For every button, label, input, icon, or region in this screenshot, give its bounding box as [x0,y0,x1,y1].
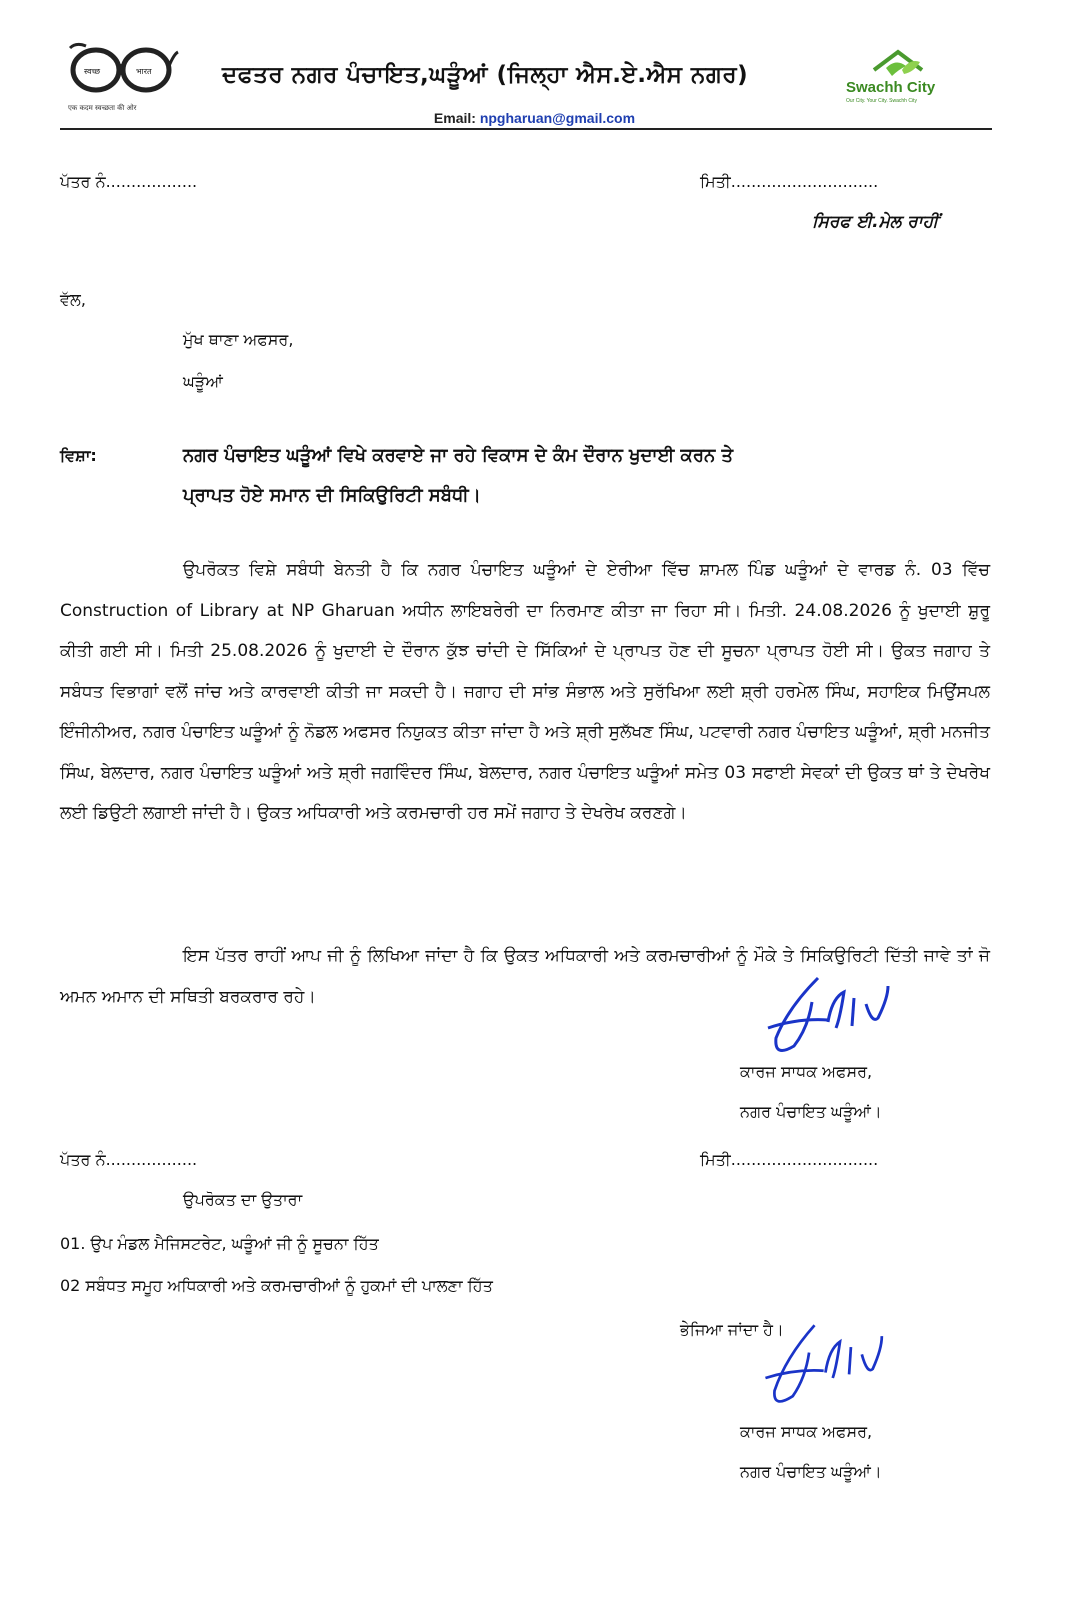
body-paragraph-1: ਉਪਰੋਕਤ ਵਿਸ਼ੇ ਸਬੰਧੀ ਬੇਨਤੀ ਹੈ ਕਿ ਨਗਰ ਪੰਚਾਇਤ ਘੜੂੰਆਂ ਦੇ ਏਰੀਆ ਵਿੱਚ ਸ਼ਾਮਲ ਪਿੰਡ ਘੜੂੰਆਂ ਦੇ ਵਾਰਡ ਨੰ. 03 ਵਿੱਚ Construction of Library at NP Gharuan ਅਧੀਨ ਲਾਇਬਰੇਰੀ ਦਾ ਨਿਰਮਾਣ ਕੀਤਾ ਜਾ ਰਿਹਾ ਸੀ। ਮਿਤੀ. 24.08.2026 ਨੂੰ ਖੁਦਾਈ ਸ਼ੁਰੂ ਕੀਤੀ ਗਈ ਸੀ। ਮਿਤੀ 25.08.2026 ਨੂੰ ਖੁਦਾਈ ਦੇ ਦੌਰਾਨ ਕੁੱਝ ਚਾਂਦੀ ਦੇ ਸਿੱਕਿਆਂ ਦੇ ਪ੍ਰਾਪਤ ਹੋਣ ਦੀ ਸੂਚਨਾ ਪ੍ਰਾਪਤ ਹੋਈ ਸੀ। ਉਕਤ ਜਗਾਹ ਤੇ ਸਬੰਧਤ ਵਿਭਾਗਾਂ ਵਲੋਂ ਜਾਂਚ ਅਤੇ ਕਾਰਵਾਈ ਕੀਤੀ ਜਾ ਸਕਦੀ ਹੈ। ਜਗਾਹ ਦੀ ਸਾਂਭ ਸੰਭਾਲ ਅਤੇ ਸੁਰੱਖਿਆ ਲਈ ਸ਼੍ਰੀ ਹਰਮੇਲ ਸਿੰਘ, ਸਹਾਇਕ ਮਿਉਂਸਪਲ ਇੰਜੀਨੀਅਰ, ਨਗਰ ਪੰਚਾਇਤ ਘੜੂੰਆਂ ਨੂੰ ਨੋਡਲ ਅਫਸਰ ਨਿਯੁਕਤ ਕੀਤਾ ਜਾਂਦਾ ਹੈ ਅਤੇ ਸ਼੍ਰੀ ਸੁਲੱਖਣ ਸਿੰਘ, ਪਟਵਾਰੀ ਨਗਰ ਪੰਚਾਇਤ ਘੜੂੰਆਂ, ਸ਼੍ਰੀ ਮਨਜੀਤ ਸਿੰਘ, ਬੇਲਦਾਰ, ਨਗਰ ਪੰਚਾਇਤ ਘੜੂੰਆਂ ਅਤੇ ਸ਼੍ਰੀ ਜਗਵਿੰਦਰ ਸਿੰਘ, ਬੇਲਦਾਰ, ਨਗਰ ਪੰਚਾਇਤ ਘੜੂੰਆਂ ਸਮੇਤ 03 ਸਫਾਈ ਸੇਵਕਾਂ ਦੀ ਉਕਤ ਥਾਂ ਤੇ ਦੇਖਰੇਖ ਲਈ ਡਿਉਟੀ ਲਗਾਈ ਜਾਂਦੀ ਹੈ। ਉਕਤ ਅਧਿਕਾਰੀ ਅਤੇ ਕਰਮਚਾਰੀ ਹਰ ਸਮੇਂ ਜਗਾਹ ਤੇ ਦੇਖਰੇਖ ਕਰਣਗੇ। [60,560,990,823]
copy-closing: ਭੇਜਿਆ ਜਾਂਦਾ ਹੈ। [680,1320,784,1339]
signature-2 [740,1318,940,1418]
letter-date: ਮਿਤੀ............................. [700,172,879,191]
body-paragraph-2: ਇਸ ਪੱਤਰ ਰਾਹੀਂ ਆਪ ਜੀ ਨੂੰ ਲਿਖਿਆ ਜਾਂਦਾ ਹੈ ਕਿ ਉਕਤ ਅਧਿਕਾਰੀ ਅਤੇ ਕਰਮਚਾਰੀਆਂ ਨੂੰ ਮੌਕੇ ਤੇ ਸਿਕਿਉਰਿਟੀ ਦਿੱਤੀ ਜਾਵੇ ਤਾਂ ਜੋ ਅਮਨ ਅਮਾਨ ਦੀ ਸਥਿਤੀ ਬਰਕਰਾਰ ਰਹੇ। [60,946,990,1007]
delivery-note: ਸਿਰਫ ਈ.ਮੇਲ ਰਾਹੀਂ [812,212,939,232]
salutation: ਵੱਲ, [60,290,86,309]
email-link[interactable]: npgharuan@gmail.com [479,110,636,126]
email-label: Email: [433,110,476,126]
copy-date: ਮਿਤੀ............................. [700,1150,879,1169]
swachh-bharat-logo [62,40,180,112]
copy-heading: ਉਪਰੋਕਤ ਦਾ ਉਤਾਰਾ [183,1190,303,1209]
subject-line-1: ਨਗਰ ਪੰਚਾਇਤ ਘੜੂੰਆਂ ਵਿਖੇ ਕਰਵਾਏ ਜਾ ਰਹੇ ਵਿਕਾਸ ਦੇ ਕੰਮ ਦੌਰਾਨ ਖੁਦਾਈ ਕਰਨ ਤੇ [183,445,734,466]
email-line [0,110,1069,126]
signature-1-office: ਨਗਰ ਪੰਚਾਇਤ ਘੜੂੰਆਂ। [740,1102,882,1121]
signature-2-designation: ਕਾਰਜ ਸਾਧਕ ਅਫਸਰ, [740,1422,873,1441]
copy-item-1: 01. ਉਪ ਮੰਡਲ ਮੈਜਿਸਟਰੇਟ, ਘੜੂੰਆਂ ਜੀ ਨੂੰ ਸੂਚਨਾ ਹਿੱਤ [60,1234,379,1253]
office-title: ਦਫਤਰ ਨਗਰ ਪੰਚਾਇਤ,ਘੜੂੰਆਂ (ਜਿਲ੍ਹਾ ਐਸ.ਏ.ਐਸ ਨਗਰ) [222,62,749,88]
swachh-city-tagline: Our City. Your City. Swachh City [846,98,917,104]
subject-text [183,436,983,516]
subject-label: ਵਿਸ਼ਾ: [60,446,97,465]
recipient-place: ਘੜੂੰਆਂ [183,372,223,391]
letter-number: ਪੱਤਰ ਨੰ.................. [60,172,198,191]
copy-item-2: 02 ਸਬੰਧਤ ਸਮੂਹ ਅਧਿਕਾਰੀ ਅਤੇ ਕਰਮਚਾਰੀਆਂ ਨੂੰ ਹੁਕਮਾਂ ਦੀ ਪਾਲਣਾ ਹਿੱਤ [60,1276,493,1295]
copy-letter-number: ਪੱਤਰ ਨੰ.................. [60,1150,198,1169]
signature-2-office: ਨਗਰ ਪੰਚਾਇਤ ਘੜੂੰਆਂ। [740,1462,882,1481]
swachh-city-logo [836,40,966,110]
spectacles-logo-icon [62,40,180,100]
swachh-city-name: Swachh City [846,79,936,96]
recipient-designation: ਮੁੱਖ ਥਾਣਾ ਅਫਸਰ, [183,330,294,349]
header-divider [60,128,992,130]
signature-1 [748,968,948,1068]
signature-1-designation: ਕਾਰਜ ਸਾਧਕ ਅਫਸਰ, [740,1062,873,1081]
logo-tagline: एक कदम स्वच्छता की ओर [68,104,137,112]
subject-line-2: ਪ੍ਰਾਪਤ ਹੋਏ ਸਮਾਨ ਦੀ ਸਿਕਿਉਰਿਟੀ ਸਬੰਧੀ। [183,485,481,506]
logo-text-left: स्वच्छ [84,67,101,76]
logo-text-right: भारत [136,67,152,76]
